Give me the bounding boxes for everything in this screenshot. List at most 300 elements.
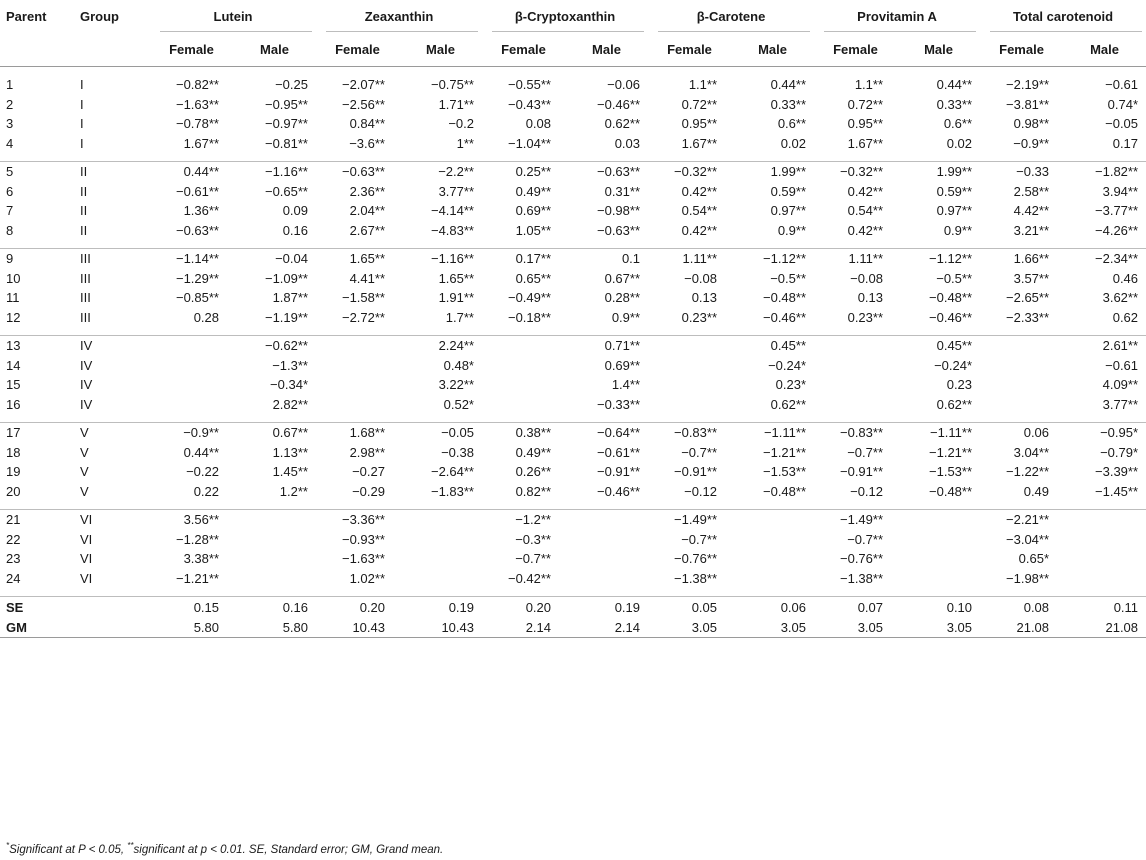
value-cell: −0.83** bbox=[648, 423, 731, 443]
value-cell: 0.62** bbox=[936, 396, 973, 412]
spacer-cell bbox=[0, 240, 1146, 249]
value-cell: −0.33** bbox=[597, 396, 641, 412]
parent-cell: 3 bbox=[6, 116, 14, 132]
table-row bbox=[0, 134, 1146, 154]
value-cell: −0.38 bbox=[441, 444, 474, 460]
value-cell: 21.08 bbox=[980, 617, 1063, 638]
value-cell bbox=[150, 395, 233, 415]
value-cell bbox=[1063, 530, 1146, 550]
value-cell: 0.17 bbox=[1112, 135, 1139, 151]
value-cell: −2.56** bbox=[341, 96, 385, 112]
value-cell: −0.61 bbox=[1105, 77, 1139, 93]
value-cell bbox=[399, 510, 482, 530]
value-cell: 1.1** bbox=[854, 77, 884, 93]
value-cell: 0.69** bbox=[604, 357, 641, 373]
value-cell: 0.44** bbox=[183, 444, 219, 460]
value-cell: −0.46** bbox=[597, 96, 641, 112]
value-cell: 0.84** bbox=[349, 116, 385, 132]
value-cell bbox=[150, 356, 233, 376]
value-cell: −0.7** bbox=[847, 444, 884, 460]
value-cell: 0.22 bbox=[193, 483, 219, 499]
value-cell: −0.83** bbox=[814, 423, 897, 443]
value-cell: −0.48** bbox=[763, 483, 807, 499]
value-cell: 1** bbox=[456, 135, 474, 151]
value-cell: 0.28 bbox=[193, 309, 219, 325]
value-cell: 2.36** bbox=[349, 183, 385, 199]
value-cell: 0.20 bbox=[482, 597, 565, 618]
value-cell: 4.09** bbox=[1102, 377, 1139, 393]
value-cell: 0.42** bbox=[847, 222, 884, 238]
value-cell: −1.49** bbox=[814, 510, 897, 530]
value-cell: 10.43 bbox=[316, 617, 399, 638]
group-cell: VI bbox=[72, 510, 150, 530]
value-cell: 5.80 bbox=[150, 617, 233, 638]
value-cell bbox=[897, 530, 980, 550]
value-cell: 0.59** bbox=[770, 183, 807, 199]
value-cell: −0.32** bbox=[648, 162, 731, 182]
value-cell bbox=[316, 375, 399, 395]
group-cell: V bbox=[80, 464, 89, 480]
value-cell bbox=[980, 375, 1063, 395]
group-cell bbox=[72, 597, 150, 618]
spacer-row bbox=[0, 327, 1146, 336]
value-cell: 0.72** bbox=[847, 96, 884, 112]
header-male: Male bbox=[565, 32, 648, 67]
spacer-row bbox=[0, 67, 1146, 76]
header-female: Female bbox=[980, 32, 1063, 67]
value-cell: −0.06 bbox=[607, 77, 641, 93]
value-cell: 0.23** bbox=[847, 309, 884, 325]
parent-cell: 5 bbox=[0, 162, 72, 182]
group-cell: IV bbox=[80, 357, 93, 373]
value-cell: −0.7** bbox=[847, 531, 884, 547]
value-cell: 1.45** bbox=[272, 464, 308, 480]
value-cell: 0.06 bbox=[731, 597, 814, 618]
spacer-cell bbox=[0, 501, 1146, 510]
value-cell bbox=[316, 395, 399, 415]
value-cell: −1.49** bbox=[648, 510, 731, 530]
header-row-traits bbox=[0, 0, 1146, 32]
value-cell: 0.44** bbox=[770, 77, 807, 93]
header-male: Male bbox=[731, 32, 814, 67]
value-cell: 1.67** bbox=[847, 135, 884, 151]
group-cell: V bbox=[80, 483, 89, 499]
value-cell: −0.93** bbox=[341, 531, 385, 547]
value-cell: 1.65** bbox=[316, 249, 399, 269]
value-cell: 0.03 bbox=[614, 135, 641, 151]
value-cell: 1.87** bbox=[272, 290, 308, 306]
value-cell: −1.28** bbox=[175, 531, 219, 547]
group-cell: I bbox=[80, 116, 84, 132]
value-cell: 0.09 bbox=[282, 203, 308, 219]
value-cell: −0.91** bbox=[674, 464, 718, 480]
header-empty bbox=[0, 32, 72, 67]
value-cell: −0.55** bbox=[507, 77, 551, 93]
value-cell: −0.22 bbox=[186, 464, 219, 480]
value-cell bbox=[565, 549, 648, 569]
value-cell: 2.58** bbox=[1013, 183, 1050, 199]
value-cell: −2.64** bbox=[430, 464, 474, 480]
value-cell: −0.24* bbox=[934, 357, 973, 373]
stat-label: GM bbox=[0, 617, 72, 638]
value-cell: 4.42** bbox=[1013, 203, 1050, 219]
value-cell: −0.9** bbox=[150, 423, 233, 443]
value-cell: 1.4** bbox=[611, 377, 641, 393]
value-cell: −0.34* bbox=[270, 377, 308, 393]
parent-cell: 4 bbox=[6, 135, 14, 151]
value-cell: 0.9** bbox=[777, 222, 807, 238]
spacer-cell bbox=[0, 153, 1146, 162]
header-male: Male bbox=[1063, 32, 1146, 67]
value-cell: −1.29** bbox=[175, 270, 219, 286]
header-trait: Zeaxanthin bbox=[316, 0, 482, 32]
header-female: Female bbox=[482, 32, 565, 67]
parent-cell: 17 bbox=[0, 423, 72, 443]
value-cell: −3.81** bbox=[1006, 96, 1050, 112]
spacer-cell bbox=[0, 414, 1146, 423]
value-cell: 0.59** bbox=[936, 183, 973, 199]
value-cell: −3.6** bbox=[349, 135, 385, 151]
value-cell: −0.63** bbox=[175, 222, 219, 238]
value-cell bbox=[233, 510, 316, 530]
value-cell: 3.94** bbox=[1102, 183, 1139, 199]
value-cell bbox=[482, 356, 565, 376]
value-cell: −0.98** bbox=[597, 203, 641, 219]
value-cell: 3.05 bbox=[731, 617, 814, 638]
group-cell: IV bbox=[72, 336, 150, 356]
value-cell: −1.16** bbox=[233, 162, 316, 182]
value-cell: 0.49** bbox=[515, 444, 551, 460]
value-cell: −4.26** bbox=[1095, 222, 1139, 238]
value-cell: 2.04** bbox=[349, 203, 385, 219]
value-cell: −1.11** bbox=[731, 423, 814, 443]
value-cell: 0.67** bbox=[233, 423, 316, 443]
value-cell bbox=[1063, 549, 1146, 569]
value-cell: 0.16 bbox=[282, 222, 308, 238]
value-cell: 0.33** bbox=[936, 96, 973, 112]
value-cell bbox=[648, 336, 731, 356]
value-cell bbox=[814, 356, 897, 376]
header-male: Male bbox=[233, 32, 316, 67]
value-cell bbox=[233, 549, 316, 569]
value-cell: −2.34** bbox=[1063, 249, 1146, 269]
value-cell: 0.52* bbox=[443, 396, 474, 412]
value-cell bbox=[731, 569, 814, 589]
value-cell bbox=[482, 375, 565, 395]
value-cell: 0.65** bbox=[515, 270, 551, 286]
value-cell: −0.79* bbox=[1100, 444, 1139, 460]
parent-cell: 15 bbox=[6, 377, 21, 393]
value-cell bbox=[980, 395, 1063, 415]
value-cell: −0.65** bbox=[264, 183, 308, 199]
group-cell: II bbox=[80, 222, 88, 238]
value-cell: 0.9** bbox=[943, 222, 973, 238]
value-cell: 0.05 bbox=[648, 597, 731, 618]
value-cell: −0.3** bbox=[515, 531, 551, 547]
value-cell: −0.2 bbox=[448, 116, 474, 132]
value-cell: −0.18** bbox=[507, 309, 551, 325]
table-row bbox=[0, 510, 1146, 530]
value-cell: 1.65** bbox=[438, 270, 474, 286]
value-cell: −0.46** bbox=[763, 309, 807, 325]
value-cell: −0.5** bbox=[936, 270, 973, 286]
value-cell: 0.11 bbox=[1063, 597, 1146, 618]
value-cell: 0.82** bbox=[515, 483, 551, 499]
value-cell bbox=[565, 569, 648, 589]
value-cell: −0.95** bbox=[264, 96, 308, 112]
group-cell: III bbox=[80, 290, 91, 306]
value-cell: −0.42** bbox=[507, 570, 551, 586]
value-cell: 0.45** bbox=[897, 336, 980, 356]
value-cell: −0.91** bbox=[840, 464, 884, 480]
value-cell: 0.9** bbox=[611, 309, 641, 325]
value-cell: −0.97** bbox=[264, 116, 308, 132]
value-cell: 3.04** bbox=[1013, 444, 1050, 460]
group-cell: II bbox=[80, 183, 88, 199]
value-cell: 1.13** bbox=[272, 444, 308, 460]
spacer-cell bbox=[0, 327, 1146, 336]
value-cell: −0.08 bbox=[684, 270, 718, 286]
value-cell: 0.42** bbox=[847, 183, 884, 199]
value-cell: 2.82** bbox=[272, 396, 308, 412]
table-row bbox=[0, 221, 1146, 241]
value-cell: 2.98** bbox=[349, 444, 385, 460]
value-cell: −0.32** bbox=[814, 162, 897, 182]
value-cell bbox=[233, 569, 316, 589]
value-cell: 3.77** bbox=[438, 183, 474, 199]
value-cell: −1.14** bbox=[150, 249, 233, 269]
value-cell: 1.2** bbox=[279, 483, 308, 499]
table-row bbox=[0, 549, 1146, 569]
value-cell: −2.65** bbox=[1006, 290, 1050, 306]
parent-cell: 11 bbox=[6, 290, 20, 306]
value-cell: −2.72** bbox=[341, 309, 385, 325]
value-cell bbox=[648, 395, 731, 415]
spacer-row bbox=[0, 501, 1146, 510]
table-row bbox=[0, 336, 1146, 356]
value-cell: 0.13 bbox=[691, 290, 718, 306]
value-cell: −1.11** bbox=[897, 423, 980, 443]
value-cell: 1.67** bbox=[183, 135, 219, 151]
value-cell: 0.02 bbox=[780, 135, 807, 151]
value-cell: −3.36** bbox=[316, 510, 399, 530]
value-cell: 0.98** bbox=[1013, 116, 1050, 132]
value-cell: −0.48** bbox=[929, 290, 973, 306]
value-cell: 0.95** bbox=[847, 116, 884, 132]
value-cell: −0.76** bbox=[674, 551, 718, 567]
group-cell: VI bbox=[80, 531, 93, 547]
parent-cell: 1 bbox=[6, 77, 14, 93]
table-row bbox=[0, 423, 1146, 443]
value-cell: 0.02 bbox=[946, 135, 973, 151]
value-cell: −0.63** bbox=[316, 162, 399, 182]
spacer-row bbox=[0, 240, 1146, 249]
value-cell: −0.05 bbox=[1105, 116, 1139, 132]
value-cell bbox=[980, 336, 1063, 356]
value-cell: −4.14** bbox=[430, 203, 474, 219]
value-cell: 0.65* bbox=[1018, 551, 1050, 567]
value-cell: 0.20 bbox=[316, 597, 399, 618]
stat-row bbox=[0, 597, 1146, 618]
value-cell bbox=[565, 510, 648, 530]
table-footnote: *Significant at P < 0.05, **significant at p < 0.01. SE, Standard error; GM, Grand mean. bbox=[6, 841, 444, 856]
table-row bbox=[0, 95, 1146, 115]
group-cell: II bbox=[72, 162, 150, 182]
value-cell: 2.14 bbox=[565, 617, 648, 638]
value-cell bbox=[980, 356, 1063, 376]
table-row bbox=[0, 482, 1146, 502]
value-cell: −1.21** bbox=[175, 570, 219, 586]
value-cell: −0.46** bbox=[929, 309, 973, 325]
value-cell: 0.28** bbox=[604, 290, 641, 306]
group-cell: II bbox=[80, 203, 88, 219]
value-cell: −0.25 bbox=[275, 77, 308, 93]
parent-cell: 19 bbox=[6, 464, 21, 480]
value-cell: −0.08 bbox=[850, 270, 884, 286]
value-cell: 1.11** bbox=[814, 249, 897, 269]
value-cell: 3.21** bbox=[1013, 222, 1050, 238]
value-cell: 3.56** bbox=[150, 510, 233, 530]
value-cell: 1.68** bbox=[316, 423, 399, 443]
value-cell: 0.49 bbox=[1023, 483, 1050, 499]
table-row bbox=[0, 269, 1146, 289]
table-row bbox=[0, 395, 1146, 415]
value-cell: 2.14 bbox=[482, 617, 565, 638]
value-cell: −0.24* bbox=[768, 357, 807, 373]
value-cell: −1.2** bbox=[482, 510, 565, 530]
value-cell: 21.08 bbox=[1063, 617, 1146, 638]
table-row bbox=[0, 249, 1146, 269]
parent-cell: 14 bbox=[6, 357, 21, 373]
value-cell: 0.08 bbox=[525, 116, 551, 132]
table-row bbox=[0, 375, 1146, 395]
header-parent: Parent bbox=[6, 8, 47, 24]
value-cell: 1.7** bbox=[445, 309, 474, 325]
parent-cell: 22 bbox=[6, 531, 21, 547]
value-cell: 0.1 bbox=[565, 249, 648, 269]
value-cell: −1.82** bbox=[1063, 162, 1146, 182]
value-cell bbox=[316, 336, 399, 356]
spacer-cell bbox=[0, 67, 1146, 76]
value-cell: −0.33 bbox=[980, 162, 1063, 182]
value-cell: 0.10 bbox=[897, 597, 980, 618]
value-cell: −0.05 bbox=[399, 423, 482, 443]
value-cell: 0.44** bbox=[150, 162, 233, 182]
parent-cell: 6 bbox=[6, 183, 14, 199]
table-row bbox=[0, 182, 1146, 202]
value-cell: 0.97** bbox=[770, 203, 807, 219]
value-cell: −2.33** bbox=[1006, 309, 1050, 325]
value-cell: 0.19 bbox=[399, 597, 482, 618]
value-cell: −0.64** bbox=[565, 423, 648, 443]
table-row bbox=[0, 443, 1146, 463]
group-cell: IV bbox=[80, 377, 93, 393]
parent-cell: 12 bbox=[6, 309, 21, 325]
value-cell: 0.23* bbox=[775, 377, 807, 393]
value-cell: 0.6** bbox=[943, 116, 973, 132]
value-cell: 0.38** bbox=[482, 423, 565, 443]
value-cell bbox=[399, 530, 482, 550]
value-cell: 0.31** bbox=[604, 183, 641, 199]
value-cell: 0.71** bbox=[565, 336, 648, 356]
value-cell: −1.63** bbox=[175, 96, 219, 112]
value-cell: 3.38** bbox=[183, 551, 219, 567]
value-cell: −0.78** bbox=[175, 116, 219, 132]
header-trait: Total carotenoid bbox=[980, 0, 1146, 32]
value-cell: −1.53** bbox=[929, 464, 973, 480]
value-cell: −1.19** bbox=[264, 309, 308, 325]
value-cell: 2.61** bbox=[1063, 336, 1146, 356]
group-cell: VI bbox=[80, 570, 93, 586]
value-cell: 1.91** bbox=[438, 290, 474, 306]
value-cell: 1.99** bbox=[897, 162, 980, 182]
value-cell: 0.15 bbox=[150, 597, 233, 618]
value-cell: −0.7** bbox=[681, 444, 718, 460]
value-cell: −2.2** bbox=[399, 162, 482, 182]
value-cell: 0.74* bbox=[1107, 96, 1139, 112]
value-cell bbox=[731, 549, 814, 569]
group-cell: I bbox=[80, 77, 84, 93]
parent-cell: 23 bbox=[6, 551, 21, 567]
table-row bbox=[0, 75, 1146, 95]
value-cell: 3.05 bbox=[814, 617, 897, 638]
value-cell: 5.80 bbox=[233, 617, 316, 638]
value-cell: −1.21** bbox=[929, 444, 973, 460]
parent-cell: 10 bbox=[6, 270, 21, 286]
value-cell: 0.33** bbox=[770, 96, 807, 112]
value-cell: −2.19** bbox=[1006, 77, 1050, 93]
group-cell: VI bbox=[80, 551, 93, 567]
value-cell: −0.29 bbox=[352, 483, 385, 499]
value-cell: −1.3** bbox=[272, 357, 308, 373]
value-cell: 3.57** bbox=[1013, 270, 1050, 286]
table-row bbox=[0, 201, 1146, 221]
parent-cell: 9 bbox=[0, 249, 72, 269]
value-cell: −0.85** bbox=[175, 290, 219, 306]
value-cell: 0.54** bbox=[847, 203, 884, 219]
value-cell: −0.49** bbox=[507, 290, 551, 306]
value-cell: −0.82** bbox=[175, 77, 219, 93]
value-cell: −0.12 bbox=[684, 483, 718, 499]
value-cell bbox=[1063, 510, 1146, 530]
value-cell: −0.27 bbox=[352, 464, 385, 480]
value-cell: −1.83** bbox=[430, 483, 474, 499]
value-cell: −0.75** bbox=[430, 77, 474, 93]
spacer-row bbox=[0, 588, 1146, 597]
table-row bbox=[0, 356, 1146, 376]
value-cell bbox=[482, 336, 565, 356]
group-cell: V bbox=[80, 444, 89, 460]
value-cell: 1.36** bbox=[183, 203, 219, 219]
header-male: Male bbox=[897, 32, 980, 67]
value-cell: −2.21** bbox=[980, 510, 1063, 530]
group-cell: I bbox=[80, 135, 84, 151]
value-cell: −2.07** bbox=[341, 77, 385, 93]
stat-row bbox=[0, 617, 1146, 638]
value-cell bbox=[399, 569, 482, 589]
value-cell: −0.48** bbox=[763, 290, 807, 306]
value-cell: 0.46 bbox=[1112, 270, 1139, 286]
value-cell: −0.62** bbox=[233, 336, 316, 356]
group-cell: III bbox=[80, 270, 91, 286]
value-cell: 2.24** bbox=[399, 336, 482, 356]
value-cell: 0.19 bbox=[565, 597, 648, 618]
value-cell: 0.42** bbox=[681, 183, 718, 199]
value-cell: 0.95** bbox=[681, 116, 718, 132]
value-cell: −0.63** bbox=[597, 222, 641, 238]
value-cell: −1.12** bbox=[897, 249, 980, 269]
value-cell: −1.63** bbox=[341, 551, 385, 567]
